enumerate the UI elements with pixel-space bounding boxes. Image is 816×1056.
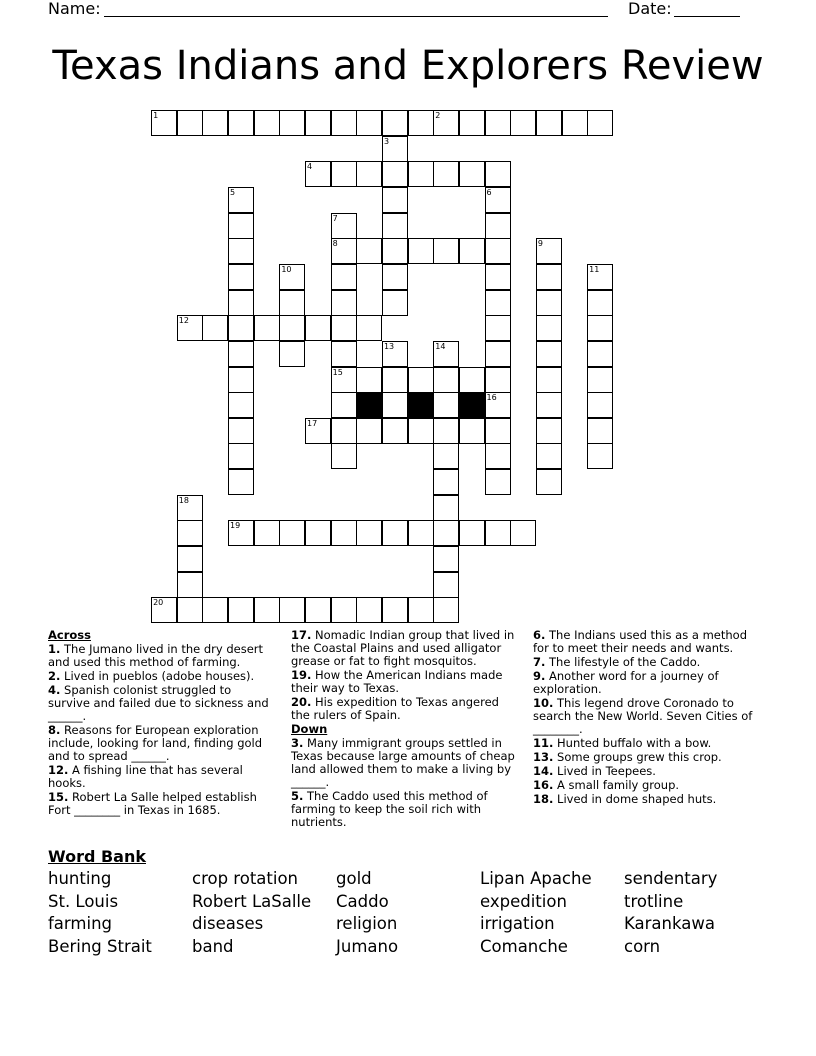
crossword-cell[interactable] xyxy=(485,469,511,495)
word-bank-item: St. Louis xyxy=(48,891,119,911)
clues-column-1 xyxy=(48,629,276,818)
crossword-cell[interactable] xyxy=(382,213,408,239)
crossword-cell[interactable] xyxy=(485,264,511,290)
crossword-cell[interactable] xyxy=(408,161,434,187)
crossword-cell[interactable] xyxy=(331,597,357,623)
clue-number-label: 4 xyxy=(307,162,313,172)
clue-down-6: 6. The Indians used this as a method for to meet their needs and wants. xyxy=(533,628,747,655)
crossword-cell[interactable] xyxy=(202,597,228,623)
clue-across-4: 4. Spanish colonist struggled to survive and failed due to sickness and ______. xyxy=(48,683,269,723)
clue-number-label: 1 xyxy=(153,111,159,120)
crossword-cell[interactable] xyxy=(279,315,305,341)
crossword-cell[interactable] xyxy=(433,161,459,187)
crossword-cell[interactable] xyxy=(228,392,254,418)
crossword-cell[interactable] xyxy=(331,264,357,290)
word-bank-item: Jumano xyxy=(336,936,399,956)
crossword-cell[interactable] xyxy=(331,418,357,444)
clue-number-label: 20 xyxy=(153,598,164,608)
crossword-cell[interactable] xyxy=(382,367,408,393)
clue-number-label: 6 xyxy=(486,187,492,197)
crossword-cell[interactable] xyxy=(331,341,357,367)
crossword-cell[interactable] xyxy=(254,315,280,341)
crossword-cell[interactable] xyxy=(510,520,536,546)
crossword-cell[interactable] xyxy=(382,520,408,546)
clue-down-14: 14. Lived in Teepees. xyxy=(533,764,656,778)
clue-number-label: 17 xyxy=(307,418,318,428)
crossword-cell[interactable] xyxy=(587,418,613,444)
crossword-block xyxy=(459,392,485,418)
crossword-cell[interactable] xyxy=(536,315,562,341)
crossword-cell[interactable] xyxy=(279,341,305,367)
clue-number-label: 3 xyxy=(383,136,390,146)
crossword-cell[interactable] xyxy=(433,572,459,598)
crossword-cell[interactable] xyxy=(408,597,434,623)
crossword-cell[interactable] xyxy=(587,443,613,469)
clue-number-label: 11 xyxy=(589,264,600,274)
clue-number-label: 2 xyxy=(435,111,441,120)
crossword-cell[interactable] xyxy=(177,110,203,136)
clue-down-18: 18. Lived in dome shaped huts. xyxy=(533,792,717,806)
crossword-cell[interactable] xyxy=(356,367,382,393)
crossword-cell[interactable] xyxy=(587,392,613,418)
word-bank-item: band xyxy=(192,936,234,956)
crossword-cell[interactable] xyxy=(459,520,485,546)
word-bank-item: Lipan Apache xyxy=(480,869,592,888)
clue-across-19: 19. How the American Indians made their way to Texas. xyxy=(291,668,503,695)
word-bank-item: Bering Strait xyxy=(48,936,152,956)
crossword-cell[interactable] xyxy=(331,392,357,418)
crossword-cell[interactable] xyxy=(254,110,280,136)
crossword-cell[interactable] xyxy=(177,572,203,598)
crossword-cell[interactable] xyxy=(356,520,382,546)
crossword-cell[interactable] xyxy=(228,238,254,264)
clue-number-label: 10 xyxy=(281,264,292,274)
crossword-cell[interactable] xyxy=(382,161,408,187)
crossword-cell[interactable] xyxy=(485,213,511,239)
crossword-cell[interactable] xyxy=(382,392,408,418)
word-bank-item: crop rotation xyxy=(192,869,299,888)
crossword-cell[interactable] xyxy=(331,110,357,136)
crossword-cell[interactable] xyxy=(536,418,562,444)
crossword-cell[interactable] xyxy=(408,418,434,444)
crossword-cell[interactable] xyxy=(536,469,562,495)
word-bank-item: Karankawa xyxy=(624,914,715,933)
crossword-cell[interactable] xyxy=(485,341,511,367)
crossword-cell[interactable] xyxy=(536,443,562,469)
crossword-cell[interactable] xyxy=(305,315,331,341)
crossword-cell[interactable] xyxy=(433,392,459,418)
crossword-cell[interactable] xyxy=(433,469,459,495)
crossword-cell[interactable] xyxy=(356,238,382,264)
crossword-cell[interactable] xyxy=(356,110,382,136)
crossword-cell[interactable] xyxy=(382,418,408,444)
crossword-cell[interactable] xyxy=(382,110,408,136)
crossword-cell[interactable] xyxy=(356,597,382,623)
crossword-cell[interactable] xyxy=(408,238,434,264)
crossword-cell[interactable] xyxy=(459,161,485,187)
crossword-cell[interactable] xyxy=(536,290,562,316)
crossword-cell[interactable] xyxy=(228,110,254,136)
crossword-cell[interactable] xyxy=(433,495,459,521)
crossword-cell[interactable] xyxy=(587,110,613,136)
crossword-cell[interactable] xyxy=(536,110,562,136)
word-bank-item: corn xyxy=(624,936,661,956)
crossword-cell[interactable] xyxy=(433,443,459,469)
clue-number-label: 7 xyxy=(332,213,338,223)
clue-number-label: 12 xyxy=(178,316,189,326)
crossword-cell[interactable] xyxy=(228,315,254,341)
crossword-cell[interactable] xyxy=(485,443,511,469)
clue-down-11: 11. Hunted buffalo with a bow. xyxy=(533,736,712,750)
word-bank-title: Word Bank xyxy=(48,847,147,866)
crossword-cell[interactable] xyxy=(356,161,382,187)
crossword-cell[interactable] xyxy=(485,315,511,341)
crossword-cell[interactable] xyxy=(279,290,305,316)
clue-number-label: 5 xyxy=(230,187,236,197)
word-bank-item: Comanche xyxy=(480,936,568,956)
crossword-cell[interactable] xyxy=(228,469,254,495)
clue-down-16: 16. A small family group. xyxy=(533,778,680,792)
crossword-cell[interactable] xyxy=(433,520,459,546)
crossword-cell[interactable] xyxy=(254,597,280,623)
crossword-cell[interactable] xyxy=(433,546,459,572)
crossword-cell[interactable] xyxy=(485,290,511,316)
crossword-cell[interactable] xyxy=(202,315,228,341)
word-bank-item: gold xyxy=(336,869,372,888)
clue-number-label: 9 xyxy=(537,239,543,249)
crossword-block xyxy=(408,392,434,418)
clue-across-1: 1. The Jumano lived in the dry desert and used this method of farming. xyxy=(48,642,264,669)
crossword-cell[interactable] xyxy=(510,110,536,136)
word-bank-item: farming xyxy=(48,914,113,933)
crossword-cell[interactable] xyxy=(587,367,613,393)
clue-number-label: 19 xyxy=(230,521,241,531)
across-heading: Across xyxy=(48,628,91,642)
clue-down-10: 10. This legend drove Coronado to search the New World. Seven Cities of ________. xyxy=(533,696,753,736)
crossword-cell[interactable] xyxy=(279,110,305,136)
clues-column-2 xyxy=(291,629,519,830)
crossword-cell[interactable] xyxy=(228,341,254,367)
crossword-cell[interactable] xyxy=(382,187,408,213)
crossword-cell[interactable] xyxy=(279,520,305,546)
clue-number-label: 13 xyxy=(383,341,395,351)
page-title: Texas Indians and Explorers Review xyxy=(52,43,764,89)
crossword-cell[interactable] xyxy=(331,443,357,469)
crossword-cell[interactable] xyxy=(202,110,228,136)
crossword-cell[interactable] xyxy=(408,110,434,136)
name-label: Name: xyxy=(48,0,101,18)
crossword-cell[interactable] xyxy=(536,264,562,290)
crossword-cell[interactable] xyxy=(331,290,357,316)
crossword-cell[interactable] xyxy=(433,238,459,264)
crossword-cell[interactable] xyxy=(356,315,382,341)
crossword-cell[interactable] xyxy=(459,110,485,136)
crossword-cell[interactable] xyxy=(459,238,485,264)
crossword-cell[interactable] xyxy=(408,520,434,546)
word-bank-item: religion xyxy=(336,914,398,933)
crossword-cell[interactable] xyxy=(382,290,408,316)
crossword-block xyxy=(356,392,382,418)
clue-across-8: 8. Reasons for European exploration include, looking for land, finding gold and to spread ______. xyxy=(48,723,263,763)
crossword-cell[interactable] xyxy=(356,418,382,444)
crossword-cell[interactable] xyxy=(485,418,511,444)
crossword-cell[interactable] xyxy=(228,290,254,316)
word-bank-item: irrigation xyxy=(480,914,555,933)
clue-across-12: 12. A fishing line that has several hooks. xyxy=(48,763,243,790)
crossword-cell[interactable] xyxy=(228,443,254,469)
crossword-cell[interactable] xyxy=(228,418,254,444)
crossword-cell[interactable] xyxy=(279,597,305,623)
down-heading: Down xyxy=(291,722,328,736)
crossword-cell[interactable] xyxy=(562,110,588,136)
word-bank xyxy=(48,868,768,958)
crossword-cell[interactable] xyxy=(408,367,434,393)
crossword-cell[interactable] xyxy=(485,238,511,264)
crossword-cell[interactable] xyxy=(587,341,613,367)
clue-down-7: 7. The lifestyle of the Caddo. xyxy=(533,655,701,669)
clue-number-label: 14 xyxy=(435,341,446,351)
word-bank-item: Robert LaSalle xyxy=(192,891,312,911)
crossword-cell[interactable] xyxy=(587,315,613,341)
clue-across-20: 20. His expedition to Texas angered the rulers of Spain. xyxy=(291,695,499,722)
crossword-cell[interactable] xyxy=(228,367,254,393)
date-label: Date: xyxy=(628,0,672,18)
crossword-cell[interactable] xyxy=(228,597,254,623)
clue-number-label: 16 xyxy=(486,393,497,403)
crossword-cell[interactable] xyxy=(305,520,331,546)
crossword-cell[interactable] xyxy=(382,238,408,264)
crossword-cell[interactable] xyxy=(228,264,254,290)
clue-down-5: 5. The Caddo used this method of farming to keep the soil rich with nutrients. xyxy=(291,789,488,829)
crossword-cell[interactable] xyxy=(382,597,408,623)
word-bank-item: expedition xyxy=(480,891,567,911)
crossword-cell[interactable] xyxy=(305,597,331,623)
clue-number-label: 8 xyxy=(332,239,338,249)
crossword-cell[interactable] xyxy=(331,520,357,546)
clue-across-2: 2. Lived in pueblos (adobe houses). xyxy=(48,669,255,683)
crossword-cell[interactable] xyxy=(177,597,203,623)
clue-down-13: 13. Some groups grew this crop. xyxy=(533,750,722,764)
crossword-cell[interactable] xyxy=(177,546,203,572)
word-bank-item: diseases xyxy=(192,914,264,933)
clue-across-15: 15. Robert La Salle helped establish Fort ________ in Texas in 1685. xyxy=(48,790,257,817)
crossword-cell[interactable] xyxy=(433,418,459,444)
crossword-cell[interactable] xyxy=(459,418,485,444)
crossword-cell[interactable] xyxy=(382,264,408,290)
crossword-cell[interactable] xyxy=(305,110,331,136)
crossword-cell[interactable] xyxy=(433,597,459,623)
word-bank-item: sendentary xyxy=(624,869,718,888)
crossword-cell[interactable] xyxy=(331,315,357,341)
crossword-cell[interactable] xyxy=(485,110,511,136)
crossword-cell[interactable] xyxy=(485,520,511,546)
word-bank-item: hunting xyxy=(48,869,112,888)
crossword-cell[interactable] xyxy=(228,213,254,239)
crossword-cell[interactable] xyxy=(536,341,562,367)
crossword-cell[interactable] xyxy=(331,161,357,187)
clues-column-3 xyxy=(533,629,761,807)
crossword-cell[interactable] xyxy=(459,367,485,393)
crossword-cell[interactable] xyxy=(485,367,511,393)
crossword-cell[interactable] xyxy=(587,290,613,316)
clue-number-label: 18 xyxy=(178,495,189,505)
clue-down-9: 9. Another word for a journey of exploration. xyxy=(533,669,719,696)
clue-number-label: 15 xyxy=(332,367,343,377)
clue-across-17: 17. Nomadic Indian group that lived in the Coastal Plains and used alligator grease or fat to fight mosquitos. xyxy=(291,628,515,668)
word-bank-item: Caddo xyxy=(336,891,389,911)
crossword-cell[interactable] xyxy=(536,367,562,393)
clue-down-3: 3. Many immigrant groups settled in Texas because large amounts of cheap land allowed them to make a living by ______. xyxy=(291,736,515,789)
crossword-cell[interactable] xyxy=(433,367,459,393)
crossword-cell[interactable] xyxy=(254,520,280,546)
crossword-cell[interactable] xyxy=(177,520,203,546)
word-bank-item: trotline xyxy=(624,891,684,911)
crossword-cell[interactable] xyxy=(485,161,511,187)
crossword-cell[interactable] xyxy=(536,392,562,418)
